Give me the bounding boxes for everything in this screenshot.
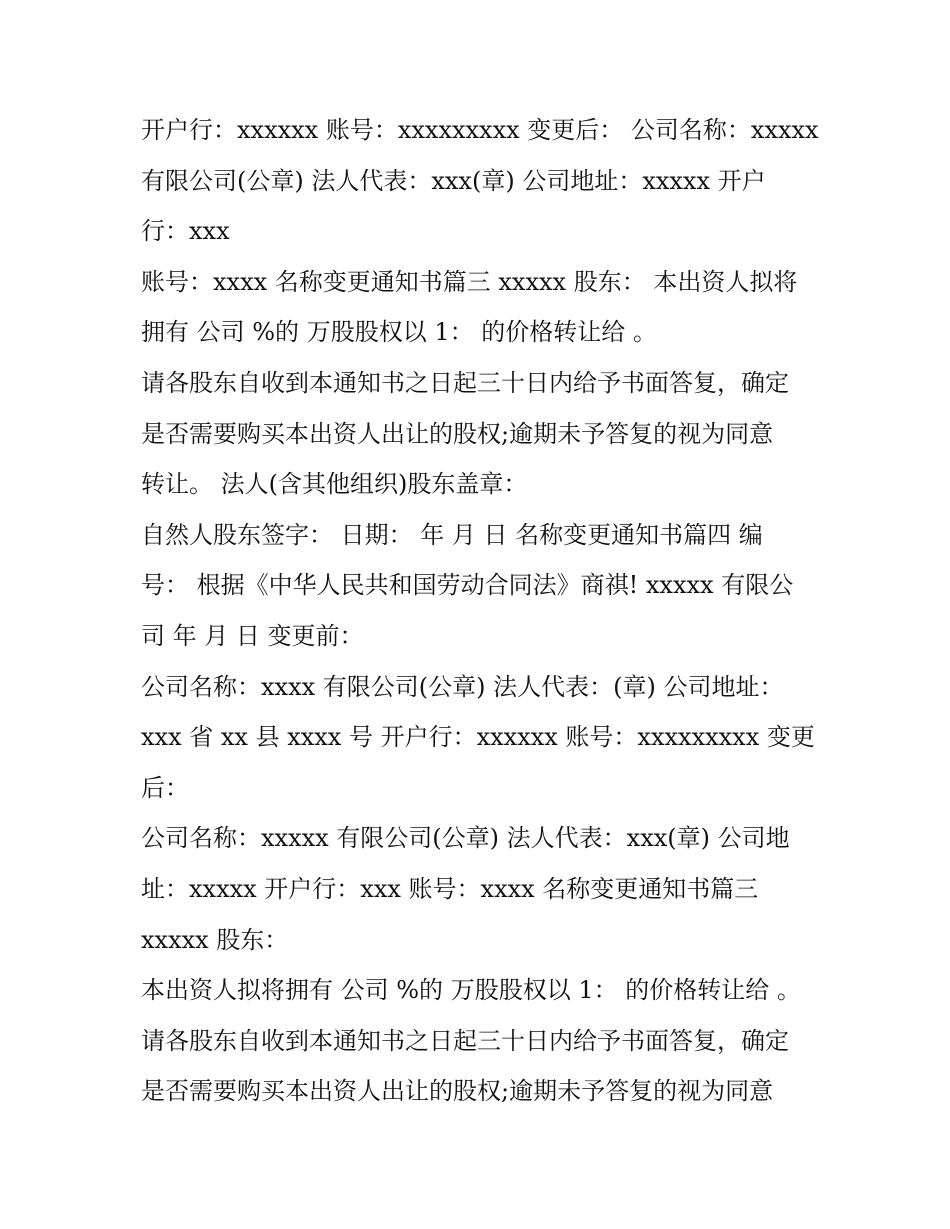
text-line: 是否需要购买本出资人出让的股权;逾期未予答复的视为同意 xyxy=(141,1077,774,1106)
text-line: 请各股东自收到本通知书之日起三十日内给予书面答复，确定 xyxy=(141,1026,789,1055)
document-body xyxy=(141,105,821,1117)
text-line: 公司名称：xxxx 有限公司(公章) 法人代表：(章) 公司地址： xyxy=(141,672,784,701)
text-line: 行：xxx xyxy=(141,217,230,246)
text-line: 请各股东自收到本通知书之日起三十日内给予书面答复，确定 xyxy=(141,368,789,397)
text-line: 拥有 公司 %的 万股股权以 1： 的价格转让给 。 xyxy=(141,318,657,347)
text-line: 司 年 月 日 变更前： xyxy=(141,621,364,650)
text-line: 自然人股东签字： 日期： 年 月 日 名称变更通知书篇四 编 xyxy=(141,520,763,549)
text-line: 址：xxxxx 开户行：xxx 账号：xxxx 名称变更通知书篇三 xyxy=(141,874,759,903)
text-line: 账号：xxxx 名称变更通知书篇三 xxxxx 股东： 本出资人拟将 xyxy=(141,267,798,296)
text-line: 号： 根据《中华人民共和国劳动合同法》商祺! xxxxx 有限公 xyxy=(141,571,794,600)
text-line: 公司名称：xxxxx 有限公司(公章) 法人代表：xxx(章) 公司地 xyxy=(141,824,790,853)
text-line: 开户行：xxxxxx 账号：xxxxxxxxx 变更后： 公司名称：xxxxx xyxy=(141,116,819,144)
text-line: 转让。 法人(含其他组织)股东盖章： xyxy=(141,470,528,499)
text-line: 本出资人拟将拥有 公司 %的 万股股权以 1： 的价格转让给 。 xyxy=(141,976,801,1005)
text-line: xxxxx 股东： xyxy=(141,925,289,954)
text-line: xxx 省 xx 县 xxxx 号 开户行：xxxxxx 账号：xxxxxxxxx 变更 xyxy=(141,723,815,752)
text-line: 后： xyxy=(141,773,189,802)
text-line: 是否需要购买本出资人出让的股权;逾期未予答复的视为同意 xyxy=(141,419,774,448)
text-line: 有限公司(公章) 法人代表：xxx(章) 公司地址：xxxxx 开户 xyxy=(141,166,766,195)
